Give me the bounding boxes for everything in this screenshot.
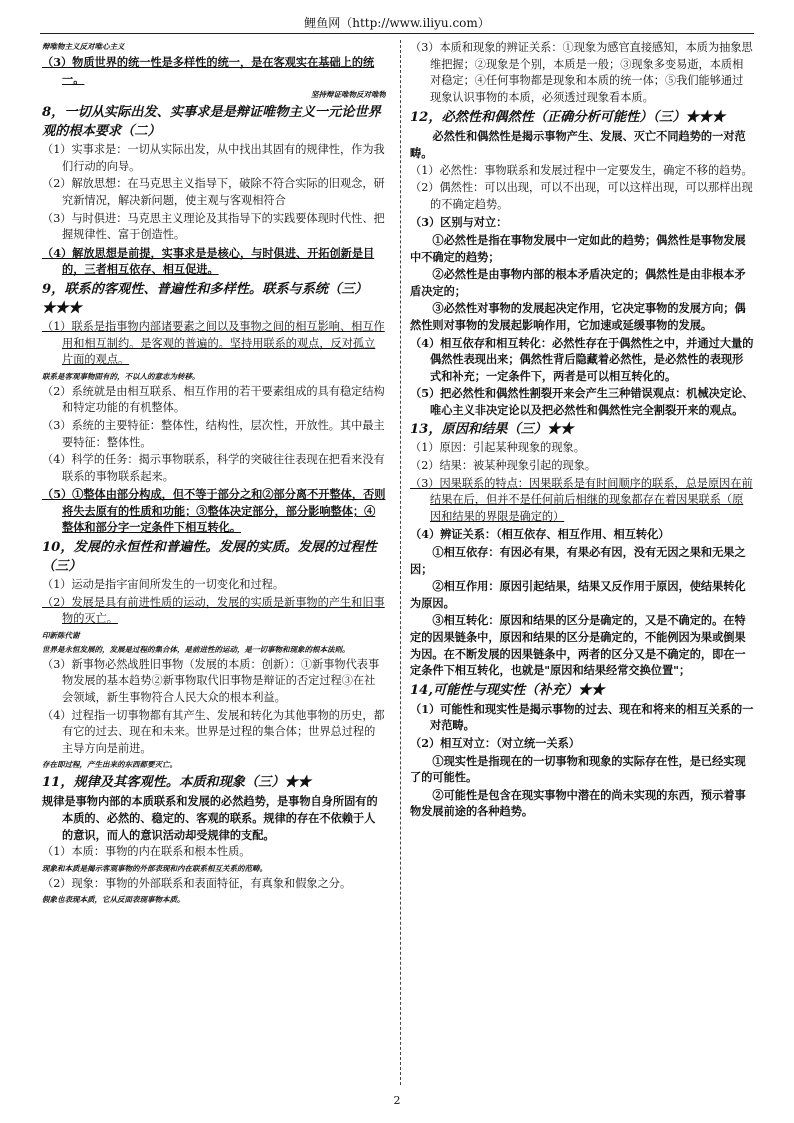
item-text: ①必然性是指在事物发展中一定如此的趋势；偶然性是事物发展中不确定的趋势； [410, 232, 746, 264]
item-text: ②相互作用：原因引起结果，结果又反作用于原因，使结果转化为原因。 [410, 579, 746, 610]
section-heading-13: 13，原因和结果（三）★★ [410, 422, 574, 438]
item-text: 规律是事物内部的本质联系和发展的必然趋势，是事物自身所固有的本质的、必然的、稳定的、客观的联系。规律的存在不依赖于人的意识，而人的意识活动却受规律的支配。 [42, 794, 378, 842]
section-heading-9: 9，联系的客观性、普遍性和多样性。联系与系统（三）★★★ [42, 281, 368, 316]
section-heading-12: 12，必然性和偶然性（正确分析可能性）（三）★★★ [410, 110, 726, 126]
page-number: 2 [393, 1094, 401, 1107]
item-text: ②可能性是包含在现实事物中潜在的尚未实现的东西，预示着事物发展前途的各种趋势。 [410, 787, 746, 819]
item-text: （3）物质世界的统一性是多样性的统一，是在客观实在基础上的统一。 [42, 55, 375, 86]
item-text: （4）科学的任务：揭示事物联系，科学的突破往往表现在把看来没有联系的事物联系起来。 [42, 453, 385, 483]
right-column [410, 40, 754, 1090]
item-text: （5）把必然性和偶然性割裂开来会产生三种错误观点：机械决定论、唯心主义非决定论以及把必然性和偶然性完全割裂开来的观点。 [410, 386, 754, 417]
item-text: （1）可能性和现实性是揭示事物的过去、现在和将来的相互关系的一对范畴。 [410, 701, 754, 733]
item-text: ③相互转化：原因和结果的区分是确定的，又是不确定的。在特定的因果链条中，原因和结果的区分是确定的，不能例因为果或倒果为因。在不断发展的因果链条中，两者的区分又是不确定的，即在一定条件下相互转化，也就是"原因和结果经常交换位置"； [410, 613, 746, 678]
section-heading-11: 11，规律及其客观性。本质和现象（三）★★ [42, 775, 311, 791]
note: 现象和本质是揭示客观事物的外部表现和内在联系相互关系的范畴。 [42, 863, 267, 873]
item-text: （4）过程指一切事物都有其产生、发展和转化为其他事物的历史，都有它的过去、现在和未来。世界是过程的集合体；世界总过程的主导方向是前进。 [42, 708, 385, 755]
left-column [42, 40, 386, 1090]
item-text: （3）本质和现象的辨证关系：①现象为感官直接感知，本质为抽象思维把握；②现象是个别，本质是一般；③现象多变易逝，本质相对稳定；④任何事物都是现象和本质的统一体；⑤我们能够通过现象认识事物的本质，必须透过现象看本质。 [410, 41, 753, 104]
item-text: （1）原因：引起某种现象的现象。 [410, 441, 585, 455]
item-text: （3）区别与对立： [410, 215, 508, 230]
item-text: （3）因果联系的特点：因果联系是有时间顺序的联系，总是原因在前结果在后，但并不是任何前后相继的现象都存在着因果联系（原因和结果的界限是确定的） [410, 476, 753, 523]
item-text: （4）辨证关系：（相互依存、相互作用、相互转化） [410, 527, 670, 542]
section-heading-10: 10，发展的永恒性和普遍性。发展的实质。发展的过程性（三） [42, 540, 377, 575]
note: 印新陈代谢 [42, 630, 80, 640]
item-text: ②必然性是由事物内部的根本矛盾决定的；偶然性是由非根本矛盾决定的； [410, 267, 746, 298]
item-text: （3）系统的主要特征：整体性，结构性，层次性，开放性。其中最主要特征：整体性。 [42, 418, 385, 449]
item-text: （1）本质：事物的内在联系和根本性质。 [42, 845, 251, 859]
item-text: ③必然性对事物的发展起决定作用，它决定事物的发展方向；偶然性则对事物的发展起影响作用，它加速或延缓事物的发展。 [410, 301, 746, 332]
item-text: （2）结果：被某种现象引起的现象。 [410, 459, 597, 473]
item-text: ①现实性是指现在的一切事物和现象的实际存在性，是已经实现了的可能性。 [410, 753, 746, 785]
note: 假象也表现本质，它从反面表现事物本质。 [42, 895, 185, 905]
note: 坚持辩证唯物反对唯物 [311, 90, 386, 100]
item-text: （3）与时俱进：马克思主义理论及其指导下的实践要体现时代性、把握规律性、富于创造性。 [42, 211, 385, 242]
section-heading-14: 14,可能性与现实性（补充）★★ [410, 682, 605, 698]
note: 存在即过程，产生出来的东西都要灭亡。 [42, 760, 177, 770]
note: 联系是客观事物固有的，不以人的意志为转移。 [42, 371, 200, 381]
item-text: （2）相互对立：（对立统一关系） [410, 735, 580, 750]
item-text: ①相互依存：有因必有果，有果必有因，没有无因之果和无果之因； [410, 545, 746, 576]
page-header: 鲤鱼网（http://www.iliyu.com） [40, 14, 754, 34]
item-text: （2）解放思想：在马克思主义指导下，破除不符合实际的旧观念，研究新情况，解决新问题，使主观与客观相符合 [42, 177, 385, 207]
note: 世界是永恒发展的，发展是过程的集合体，是前进性的运动，是一切事物和现象的根本法则。 [42, 644, 350, 654]
item-text: （5）①整体由部分构成，但不等于部分之和②部分离不开整体，否则将失去原有的性质和功能；③整体决定部分，部分影响整体；④整体和部分字一定条件下相互转化。 [42, 487, 386, 535]
item-text: （4）相互依存和相互转化：必然性存在于偶然性之中，并通过大量的偶然性表现出来；偶然性背后隐藏着必然性，是必然性的表现形式和补充；一定条件下，两者是可以相互转化的。 [410, 335, 754, 383]
item-text: （1）实事求是：一切从实际出发，从中找出其固有的规律性，作为我们行动的向导。 [42, 143, 385, 173]
item-text: （2）发展是具有前进性质的运动，发展的实质是新事物的产生和旧事物的灭亡。 [42, 595, 385, 626]
item-text: （2）现象：事物的外部联系和表面特征，有真象和假象之分。 [42, 876, 352, 890]
item-text: （4）解放思想是前提，实事求是是核心，与时俱进、开拓创新是目的，三者相互依存、相互促进。 [42, 245, 375, 277]
item-text: （3）新事物必然战胜旧事物（发展的本质：创新）：①新事物代表事物发展的基本趋势②新事物取代旧事物是辩证的否定过程③在社会领域，新生事物符合人民大众的根本利益。 [42, 657, 380, 705]
item-text: （1）运动是指宇宙间所发生的一切变化和过程。 [42, 578, 285, 592]
item-text: （1）联系是指事物内部诸要素之间以及事物之间的相互影响、相互作用和相互制约。是客观的普遍的。坚持用联系的观点，反对孤立片面的观点。 [42, 319, 385, 367]
column-divider [400, 40, 401, 1085]
item-text: （2）系统就是由相互联系、相互作用的若干要素组成的具有稳定结构和特定功能的有机整体。 [42, 384, 385, 415]
item-text: （1）必然性：事物联系和发展过程中一定要发生，确定不移的趋势。 [410, 163, 753, 177]
note: 辩唯物主义反对唯心主义 [42, 42, 125, 51]
section-heading-8: 8，一切从实际出发、实事求是是辩证唯物主义一元论世界观的根本要求（二） [42, 105, 381, 140]
item-text: （2）偶然性：可以出现，可以不出现，可以这样出现，可以那样出现的不确定趋势。 [410, 181, 753, 211]
item-text: 必然性和偶然性是揭示事物产生、发展、灭亡不同趋势的一对范畴。 [410, 129, 746, 160]
